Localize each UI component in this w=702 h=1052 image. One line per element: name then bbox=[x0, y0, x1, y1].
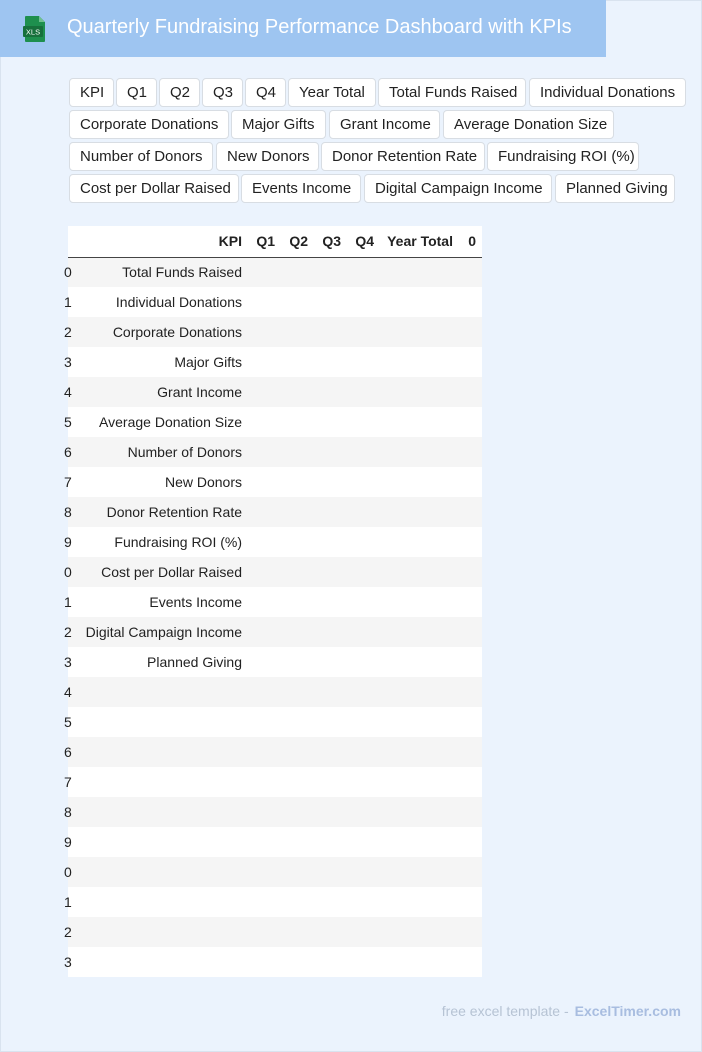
row-extra-cell bbox=[459, 647, 482, 677]
row-q3-cell bbox=[314, 737, 347, 767]
filter-chip-average-donation-size[interactable]: Average Donation Size bbox=[443, 110, 614, 139]
row-kpi-cell bbox=[78, 917, 248, 947]
row-index-cell: 7 bbox=[64, 474, 72, 490]
row-kpi-cell: Events Income bbox=[149, 594, 242, 610]
filter-chip-kpi[interactable]: KPI bbox=[69, 78, 114, 107]
row-q2-cell bbox=[281, 827, 314, 857]
filter-chip-q3[interactable]: Q3 bbox=[202, 78, 243, 107]
table-row bbox=[68, 407, 482, 437]
row-q2-cell bbox=[281, 587, 314, 617]
row-kpi-cell: Total Funds Raised bbox=[122, 264, 242, 281]
xls-file-icon bbox=[20, 14, 50, 44]
row-year-total-cell bbox=[380, 257, 459, 287]
row-kpi-cell bbox=[78, 767, 248, 797]
table-row bbox=[68, 467, 482, 497]
row-extra-cell bbox=[459, 437, 482, 467]
filter-chip-number-of-donors[interactable]: Number of Donors bbox=[69, 142, 213, 171]
filter-chip-major-gifts[interactable]: Major Gifts bbox=[231, 110, 326, 139]
row-year-total-cell bbox=[380, 797, 459, 827]
filter-chip-donor-retention-rate[interactable]: Donor Retention Rate bbox=[321, 142, 485, 171]
table-body bbox=[64, 257, 482, 977]
row-extra-cell bbox=[459, 557, 482, 587]
row-q4-cell bbox=[347, 947, 380, 977]
row-q1-cell bbox=[248, 707, 281, 737]
row-q1-cell bbox=[248, 527, 281, 557]
row-extra-cell bbox=[459, 527, 482, 557]
footer-text: free excel template - bbox=[441, 1003, 569, 1019]
row-q2-cell bbox=[281, 317, 314, 347]
row-kpi-cell bbox=[78, 947, 248, 977]
row-kpi-cell bbox=[78, 797, 248, 827]
table-row bbox=[68, 737, 482, 767]
row-q4-cell bbox=[347, 437, 380, 467]
row-extra-cell bbox=[459, 677, 482, 707]
row-year-total-cell bbox=[380, 407, 459, 437]
row-year-total-cell bbox=[380, 437, 459, 467]
row-year-total-cell bbox=[380, 737, 459, 767]
row-kpi-cell: Donor Retention Rate bbox=[106, 504, 242, 520]
row-q2-cell bbox=[281, 707, 314, 737]
row-q1-cell bbox=[248, 497, 281, 527]
row-q2-cell bbox=[281, 617, 314, 647]
row-index-cell: 1 bbox=[64, 894, 72, 910]
row-q1-cell bbox=[248, 407, 281, 437]
row-index-cell: 1 bbox=[64, 294, 72, 310]
table-row bbox=[68, 437, 482, 467]
row-q4-cell bbox=[347, 707, 380, 737]
row-q3-cell bbox=[314, 587, 347, 617]
row-q3-cell bbox=[314, 647, 347, 677]
row-q1-cell bbox=[248, 887, 281, 917]
row-kpi-cell bbox=[78, 707, 248, 737]
row-index-cell: 6 bbox=[64, 744, 72, 760]
row-year-total-cell bbox=[380, 557, 459, 587]
row-q4-cell bbox=[347, 797, 380, 827]
row-q1-cell bbox=[248, 917, 281, 947]
filter-chip-individual-donations[interactable]: Individual Donations bbox=[529, 78, 686, 107]
table-row bbox=[68, 767, 482, 797]
title-bar bbox=[0, 0, 606, 57]
row-q4-cell bbox=[347, 827, 380, 857]
row-q1-cell bbox=[248, 767, 281, 797]
table-row bbox=[68, 857, 482, 887]
row-q2-cell bbox=[281, 737, 314, 767]
row-year-total-cell bbox=[380, 707, 459, 737]
filter-chip-q4[interactable]: Q4 bbox=[245, 78, 286, 107]
row-kpi-cell bbox=[78, 737, 248, 767]
row-year-total-cell bbox=[380, 857, 459, 887]
table-row bbox=[68, 557, 482, 587]
row-q4-cell bbox=[347, 497, 380, 527]
row-kpi-cell bbox=[78, 677, 248, 707]
row-q2-cell bbox=[281, 887, 314, 917]
filter-chip-grant-income[interactable]: Grant Income bbox=[329, 110, 440, 139]
row-q2-cell bbox=[281, 377, 314, 407]
filter-chip-planned-giving[interactable]: Planned Giving bbox=[555, 174, 675, 203]
row-kpi-cell: Planned Giving bbox=[147, 654, 242, 670]
row-q1-cell bbox=[248, 947, 281, 977]
row-q1-cell bbox=[248, 827, 281, 857]
row-extra-cell bbox=[459, 497, 482, 527]
row-extra-cell bbox=[459, 407, 482, 437]
row-q3-cell bbox=[314, 527, 347, 557]
row-q2-cell bbox=[281, 857, 314, 887]
row-extra-cell bbox=[459, 467, 482, 497]
header-q3: Q3 bbox=[314, 226, 347, 257]
row-q4-cell bbox=[347, 377, 380, 407]
header-q2: Q2 bbox=[281, 226, 314, 257]
row-q3-cell bbox=[314, 467, 347, 497]
row-extra-cell bbox=[459, 767, 482, 797]
row-q4-cell bbox=[347, 317, 380, 347]
row-extra-cell bbox=[459, 617, 482, 647]
row-kpi-cell: Major Gifts bbox=[174, 354, 242, 370]
row-extra-cell bbox=[459, 707, 482, 737]
table-row bbox=[68, 797, 482, 827]
row-index-cell: 0 bbox=[64, 564, 72, 580]
row-q1-cell bbox=[248, 317, 281, 347]
row-q3-cell bbox=[314, 767, 347, 797]
row-q3-cell bbox=[314, 497, 347, 527]
row-q3-cell bbox=[314, 887, 347, 917]
row-index-cell: 3 bbox=[64, 354, 72, 370]
row-q3-cell bbox=[314, 347, 347, 377]
table-row bbox=[68, 707, 482, 737]
row-q2-cell bbox=[281, 557, 314, 587]
row-year-total-cell bbox=[380, 467, 459, 497]
row-kpi-cell: Corporate Donations bbox=[112, 324, 242, 340]
table-header-row bbox=[68, 226, 482, 257]
row-q1-cell bbox=[248, 677, 281, 707]
row-kpi-cell: Digital Campaign Income bbox=[85, 624, 242, 640]
row-index-cell: 2 bbox=[64, 624, 72, 640]
row-q3-cell bbox=[314, 707, 347, 737]
row-kpi-cell bbox=[78, 857, 248, 887]
row-q4-cell bbox=[347, 767, 380, 797]
row-q1-cell bbox=[248, 257, 281, 287]
row-extra-cell bbox=[459, 737, 482, 767]
row-year-total-cell bbox=[380, 617, 459, 647]
row-q1-cell bbox=[248, 737, 281, 767]
filter-chip-fundraising-roi[interactable]: Fundraising ROI (%) bbox=[487, 142, 639, 171]
row-index-cell: 3 bbox=[64, 654, 72, 670]
row-index-cell: 2 bbox=[64, 324, 72, 340]
row-q3-cell bbox=[314, 437, 347, 467]
row-kpi-cell: Cost per Dollar Raised bbox=[101, 564, 242, 580]
row-q1-cell bbox=[248, 377, 281, 407]
row-q4-cell bbox=[347, 647, 380, 677]
row-index-cell: 5 bbox=[64, 414, 72, 430]
row-q4-cell bbox=[347, 287, 380, 317]
row-year-total-cell bbox=[380, 767, 459, 797]
row-q3-cell bbox=[314, 407, 347, 437]
footer-credit bbox=[442, 1003, 681, 1019]
row-year-total-cell bbox=[380, 497, 459, 527]
row-index-cell: 3 bbox=[64, 954, 72, 970]
row-q4-cell bbox=[347, 887, 380, 917]
row-year-total-cell bbox=[380, 347, 459, 377]
header-q4: Q4 bbox=[347, 226, 380, 257]
row-kpi-cell: Fundraising ROI (%) bbox=[114, 534, 242, 550]
row-q2-cell bbox=[281, 467, 314, 497]
row-q1-cell bbox=[248, 287, 281, 317]
row-q4-cell bbox=[347, 737, 380, 767]
row-kpi-cell: Grant Income bbox=[157, 384, 242, 400]
row-q2-cell bbox=[281, 647, 314, 677]
row-q2-cell bbox=[281, 947, 314, 977]
row-q4-cell bbox=[347, 257, 380, 287]
table-row bbox=[68, 317, 482, 347]
row-q4-cell bbox=[347, 557, 380, 587]
row-year-total-cell bbox=[380, 377, 459, 407]
kpi-table bbox=[64, 226, 482, 977]
xls-icon-label: XLS bbox=[25, 27, 41, 37]
filter-chip-total-funds-raised[interactable]: Total Funds Raised bbox=[378, 78, 526, 107]
row-year-total-cell bbox=[380, 587, 459, 617]
row-q4-cell bbox=[347, 527, 380, 557]
table-row bbox=[68, 347, 482, 377]
row-year-total-cell bbox=[380, 677, 459, 707]
table-row bbox=[68, 917, 482, 947]
row-q1-cell bbox=[248, 647, 281, 677]
table-row bbox=[68, 257, 482, 287]
filter-chip-new-donors[interactable]: New Donors bbox=[216, 142, 319, 171]
row-q3-cell bbox=[314, 947, 347, 977]
row-year-total-cell bbox=[380, 647, 459, 677]
table-row bbox=[68, 377, 482, 407]
row-q3-cell bbox=[314, 827, 347, 857]
row-q1-cell bbox=[248, 557, 281, 587]
row-year-total-cell bbox=[380, 287, 459, 317]
filter-chip-q1[interactable]: Q1 bbox=[116, 78, 157, 107]
row-q3-cell bbox=[314, 377, 347, 407]
row-q4-cell bbox=[347, 467, 380, 497]
row-extra-cell bbox=[459, 827, 482, 857]
row-year-total-cell bbox=[380, 947, 459, 977]
row-q2-cell bbox=[281, 437, 314, 467]
row-index-cell: 8 bbox=[64, 804, 72, 820]
row-q3-cell bbox=[314, 257, 347, 287]
row-index-cell: 0 bbox=[64, 864, 72, 880]
row-q1-cell bbox=[248, 347, 281, 377]
row-q1-cell bbox=[248, 587, 281, 617]
row-index-cell: 6 bbox=[64, 444, 72, 460]
table-row bbox=[68, 287, 482, 317]
row-q4-cell bbox=[347, 587, 380, 617]
row-q4-cell bbox=[347, 677, 380, 707]
row-index-cell: 8 bbox=[64, 504, 72, 520]
row-index-cell: 4 bbox=[64, 684, 72, 700]
table-row bbox=[68, 677, 482, 707]
row-q4-cell bbox=[347, 617, 380, 647]
row-year-total-cell bbox=[380, 917, 459, 947]
table-row bbox=[68, 827, 482, 857]
row-q2-cell bbox=[281, 347, 314, 377]
row-q3-cell bbox=[314, 557, 347, 587]
row-q2-cell bbox=[281, 407, 314, 437]
row-q3-cell bbox=[314, 287, 347, 317]
row-index-cell: 2 bbox=[64, 924, 72, 940]
row-extra-cell bbox=[459, 317, 482, 347]
row-kpi-cell bbox=[78, 887, 248, 917]
row-q3-cell bbox=[314, 677, 347, 707]
row-q2-cell bbox=[281, 677, 314, 707]
row-q4-cell bbox=[347, 347, 380, 377]
filter-chip-year-total[interactable]: Year Total bbox=[288, 78, 376, 107]
row-index-cell: 9 bbox=[64, 834, 72, 850]
row-index-cell: 4 bbox=[64, 384, 72, 400]
row-year-total-cell bbox=[380, 887, 459, 917]
row-kpi-cell: Average Donation Size bbox=[99, 414, 242, 430]
row-kpi-cell: Number of Donors bbox=[127, 444, 242, 460]
row-q1-cell bbox=[248, 437, 281, 467]
table-row bbox=[68, 887, 482, 917]
row-extra-cell bbox=[459, 377, 482, 407]
row-q2-cell bbox=[281, 917, 314, 947]
header-kpi: KPI bbox=[78, 226, 248, 257]
row-index-cell: 5 bbox=[64, 714, 72, 730]
row-index-cell: 9 bbox=[64, 534, 72, 550]
row-q3-cell bbox=[314, 797, 347, 827]
table-row bbox=[68, 617, 482, 647]
header-year-total: Year Total bbox=[380, 226, 459, 257]
row-extra-cell bbox=[459, 287, 482, 317]
row-q3-cell bbox=[314, 917, 347, 947]
row-q1-cell bbox=[248, 467, 281, 497]
filter-chip-events-income[interactable]: Events Income bbox=[241, 174, 361, 203]
row-index-cell: 1 bbox=[64, 594, 72, 610]
footer-brand-link[interactable]: ExcelTimer.com bbox=[574, 1003, 681, 1019]
row-extra-cell bbox=[459, 887, 482, 917]
row-q2-cell bbox=[281, 797, 314, 827]
row-q2-cell bbox=[281, 527, 314, 557]
row-q2-cell bbox=[281, 257, 314, 287]
row-extra-cell bbox=[459, 257, 482, 287]
row-q1-cell bbox=[248, 797, 281, 827]
row-extra-cell bbox=[459, 797, 482, 827]
row-q4-cell bbox=[347, 917, 380, 947]
filter-chip-q2[interactable]: Q2 bbox=[159, 78, 200, 107]
table-row bbox=[68, 527, 482, 557]
row-q4-cell bbox=[347, 407, 380, 437]
kpi-table-container bbox=[64, 226, 482, 977]
header-index bbox=[68, 226, 78, 257]
row-extra-cell bbox=[459, 947, 482, 977]
row-q2-cell bbox=[281, 497, 314, 527]
table-row bbox=[68, 947, 482, 977]
table-row bbox=[68, 587, 482, 617]
row-extra-cell bbox=[459, 857, 482, 887]
table-row bbox=[68, 647, 482, 677]
row-index-cell: 0 bbox=[64, 264, 72, 281]
row-q3-cell bbox=[314, 617, 347, 647]
row-extra-cell bbox=[459, 347, 482, 377]
row-extra-cell bbox=[459, 587, 482, 617]
row-year-total-cell bbox=[380, 527, 459, 557]
row-q2-cell bbox=[281, 287, 314, 317]
row-kpi-cell: Individual Donations bbox=[115, 294, 242, 310]
row-q2-cell bbox=[281, 767, 314, 797]
page-title: Quarterly Fundraising Performance Dashboard with KPIs bbox=[67, 16, 572, 38]
row-kpi-cell: New Donors bbox=[164, 474, 242, 490]
row-year-total-cell bbox=[380, 317, 459, 347]
row-kpi-cell bbox=[78, 827, 248, 857]
row-index-cell: 7 bbox=[64, 774, 72, 790]
filter-chip-digital-campaign-income[interactable]: Digital Campaign Income bbox=[364, 174, 552, 203]
row-q4-cell bbox=[347, 857, 380, 887]
filter-chip-corporate-donations[interactable]: Corporate Donations bbox=[69, 110, 229, 139]
row-q1-cell bbox=[248, 857, 281, 887]
row-q1-cell bbox=[248, 617, 281, 647]
row-year-total-cell bbox=[380, 827, 459, 857]
filter-chip-cost-per-dollar-raised[interactable]: Cost per Dollar Raised bbox=[69, 174, 239, 203]
header-extra: 0 bbox=[459, 226, 482, 257]
table-row bbox=[68, 497, 482, 527]
row-q3-cell bbox=[314, 317, 347, 347]
row-q3-cell bbox=[314, 857, 347, 887]
row-extra-cell bbox=[459, 917, 482, 947]
header-q1: Q1 bbox=[248, 226, 281, 257]
